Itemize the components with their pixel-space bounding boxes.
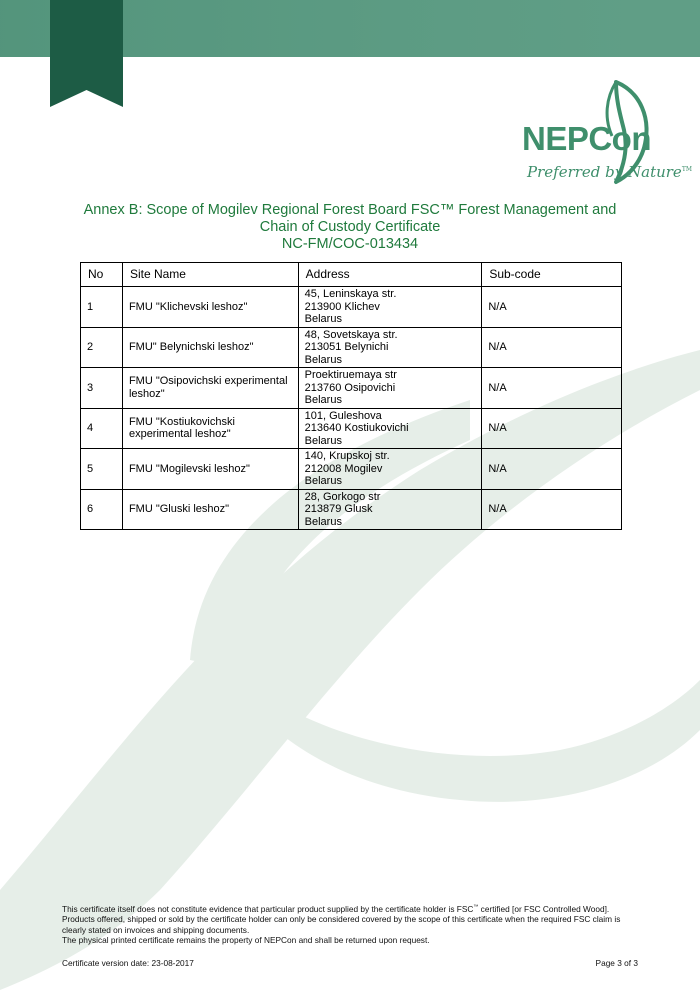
cell-no: 5 [81,449,123,490]
table-row [81,368,622,409]
title-line-1: Annex B: Scope of Mogilev Regional Forest Board FSC™ Forest Management and [83,202,617,218]
cell-site-name: FMU "Klichevski leshoz" [122,287,298,328]
cell-site-name: FMU "Mogilevski leshoz" [122,449,298,490]
address-line: 28, Gorkogo str [304,490,381,503]
cell-site-name: FMU "Kostiukovichski experimental leshoz" [122,408,298,449]
brand-tagline-text: Preferred by Nature [527,163,682,181]
address-line: 212008 Mogilev [304,462,383,475]
disclaimer-property: The physical printed certificate remains the property of NEPCon and shall be returned upon request. [62,935,430,946]
header-address: Address [298,263,482,287]
table-row [81,449,622,490]
cell-sub-code: N/A [482,287,622,328]
address-line: Belarus [304,434,342,447]
page-number: Page 3 of 3 [595,958,638,968]
disclaimer-mark: ™ [473,904,479,910]
cell-no: 4 [81,408,123,449]
address-line: 140, Krupskoj str. [304,450,390,462]
header-site-name: Site Name [122,263,298,287]
cell-no: 6 [81,489,123,530]
address-line: 213900 Klichev [304,300,380,313]
address-line: 213051 Belynichi [304,341,389,353]
header-bookmark [50,0,123,107]
cell-address [298,489,482,530]
address-line: 213640 Kostiukovichi [304,422,409,434]
cell-site-name: FMU "Gluski leshoz" [122,489,298,530]
cell-no: 2 [81,327,123,368]
address-line: Proektiruemaya str [304,369,397,381]
cell-sub-code: N/A [482,368,622,409]
cell-address [298,449,482,490]
cell-address [298,408,482,449]
address-line: 45, Leninskaya str. [304,288,397,300]
address-line: 213760 Osipovichi [304,381,396,394]
certificate-code: NC-FM/COC-013434 [281,236,419,252]
address-line: Belarus [304,475,342,487]
annex-title [60,202,640,253]
title-line-2: Chain of Custody Certificate [259,219,441,235]
address-line: 213879 Glusk [304,503,373,515]
table-row [81,408,622,449]
cell-address [298,368,482,409]
certificate-version-date: Certificate version date: 23-08-2017 [62,958,194,968]
address-line: 48, Sovetskaya str. [304,328,398,341]
address-line: Belarus [304,313,342,325]
address-line: 101, Guleshova [304,409,382,422]
table-row [81,327,622,368]
cell-address [298,327,482,368]
disclaimer-part-a: This certificate itself does not constitute evidence that particular product supplied by the certificate holder is FSC [62,903,474,914]
table-header-row [81,263,622,287]
cell-site-name: FMU" Belynichski leshoz" [122,327,298,368]
cell-site-name: FMU "Osipovichski experimental leshoz" [122,368,298,409]
scope-table [80,262,622,530]
cell-address [298,287,482,328]
address-line: Belarus [304,515,342,528]
cell-no: 1 [81,287,123,328]
address-line: Belarus [304,353,342,366]
certificate-disclaimer [62,902,642,946]
brand-tagline [527,163,692,181]
cell-sub-code: N/A [482,489,622,530]
cell-sub-code: N/A [482,449,622,490]
brand-name: NEPCon [522,120,651,157]
header-no: No [81,263,123,287]
table-row [81,287,622,328]
header-sub-code: Sub-code [482,263,622,287]
disclaimer-part-b: certified [or FSC Controlled Wood]. Products offered, shipped or sold by the certificate holder can only be considered covered by the scope of this certificate when the required FSC claim is clearly stated on invoices and shipping documents. [62,903,621,935]
address-line: Belarus [304,394,342,406]
cell-sub-code: N/A [482,327,622,368]
brand-tagline-mark: TM [681,166,692,173]
cell-sub-code: N/A [482,408,622,449]
cell-no: 3 [81,368,123,409]
table-row [81,489,622,530]
disclaimer-paragraph [62,902,642,935]
